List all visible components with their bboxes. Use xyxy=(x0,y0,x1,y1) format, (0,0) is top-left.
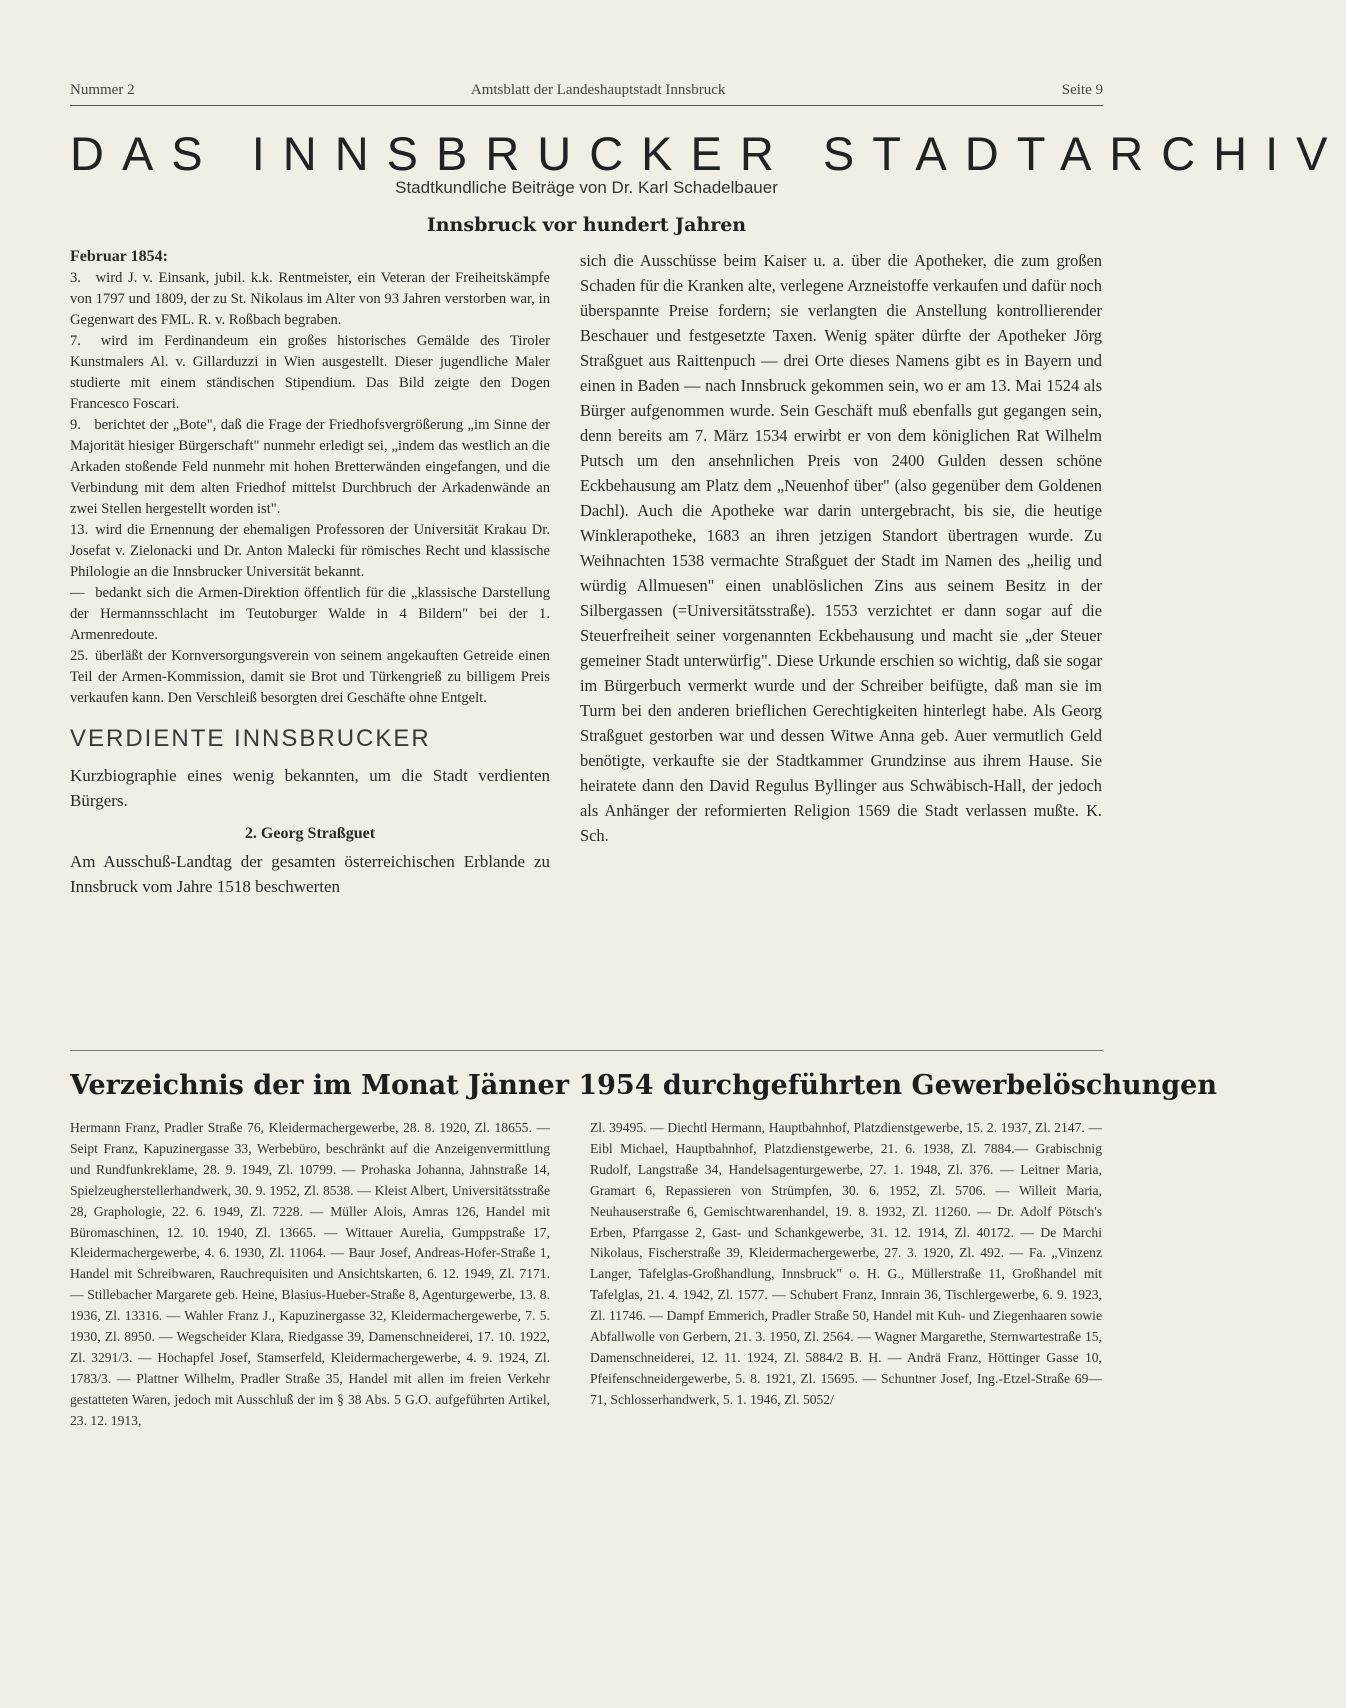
list-left-column xyxy=(70,1118,550,1432)
list-text-left: Hermann Franz, Pradler Straße 76, Kleidermachergewerbe, 28. 8. 1920, Zl. 18655. — Seipt Franz, Kapuzinergasse 33, Werbebüro, beschränkt auf die Anzeigenvermittlung und Rundfunkreklame, 28. 9. 1949, Zl. 10799. — Prohaska Johanna, Jahnstraße 14, Spielzeugherstellerhandwerk, 30. 9. 1952, Zl. 8538. — Kleist Albert, Universitätsstraße 28, Graphologie, 22. 6. 1949, Zl. 7228. — Müller Alois, Amras 126, Handel mit Büromaschinen, 12. 10. 1940, Zl. 13665. — Wittauer Aurelia, Gumppstraße 17, Kleidermachergewerbe, 4. 6. 1930, Zl. 11064. — Baur Josef, Andreas-Hofer-Straße 1, Handel mit Schreibwaren, Rauchrequisiten und Ansichtskarten, 6. 12. 1949, Zl. 7171. — Stillebacher Margarete geb. Heine, Blasius-Hueber-Straße 8, Agenturgewerbe, 13. 8. 1936, Zl. 13316. — Wahler Franz J., Kapuzinergasse 32, Kleidermachergewerbe, 7. 5. 1930, Zl. 8950. — Wegscheider Klara, Riedgasse 39, Damenschneiderei, 17. 10. 1922, Zl. 3291/3. — Hochapfel Josef, Stamserfeld, Kleidermachergewerbe, 4. 9. 1924, Zl. 1783/3. — Plattner Wilhelm, Pradler Straße 35, Handel mit allen im freien Verkehr gestatteten Waren, jedoch mit Ausschluß der im § 38 Abs. 5 G.O. aufgeführten Artikel, 23. 12. 1913, xyxy=(70,1120,550,1428)
chronicle-entry: 3. wird J. v. Einsank, jubil. k.k. Rentmeister, ein Veteran der Freiheitskämpfe von 1797 und 1809, der zu St. Nikolaus im Alter von 93 Jahren verstorben war, in Gegenwart des FML. R. v. Roßbach begraben. xyxy=(70,270,550,328)
list-text-right: Zl. 39495. — Diechtl Hermann, Hauptbahnhof, Platzdienstgewerbe, 15. 2. 1937, Zl. 2147. — Eibl Michael, Hauptbahnhof, Platzdienstgewerbe, 21. 6. 1938, Zl. 7884.— Grabischnig Rudolf, Langstraße 34, Handelsagenturgewerbe, 27. 1. 1948, Zl. 376. — Leitner Maria, Gramart 6, Repassieren von Strümpfen, 30. 6. 1952, Zl. 5706. — Willeit Maria, Neuhauserstraße 6, Gemischtwarenhandel, 19. 8. 1932, Zl. 11260. — Dr. Adolf Pötsch's Erben, Pfarrgasse 2, Gast- und Schankgewerbe, 31. 12. 1914, Zl. 40172. — De Marchi Nikolaus, Fischerstraße 39, Kleidermachergewerbe, 27. 3. 1920, Zl. 492. — Fa. „Vinzenz Langer, Tafelglas-Großhandlung, Innsbruck" o. H. G., Müllerstraße 11, Großhandel mit Tafelglas, 21. 4. 1942, Zl. 1577. — Schubert Franz, Innrain 36, Tischlergewerbe, 6. 9. 1923, Zl. 11746. — Dampf Emmerich, Pradler Straße 50, Handel mit Kuh- und Ziegenhaaren sowie Abfallwolle von Gerbern, 21. 3. 1950, Zl. 2564. — Wagner Margarethe, Sternwartestraße 15, Damenschneiderei, 12. 11. 1924, Zl. 5884/2 B. H. — Andrä Franz, Höttinger Gasse 10, Pfeifenschneidergewerbe, 5. 8. 1921, Zl. 15695. — Schuntner Josef, Ing.-Etzel-Straße 69—71, Schlosserhandwerk, 5. 1. 1946, Zl. 5052/ xyxy=(590,1120,1102,1407)
list-title: Verzeichnis der im Monat Jänner 1954 durchgeführten Gewerbelöschungen xyxy=(70,1070,1217,1101)
verdiente-heading: VERDIENTE INNSBRUCKER xyxy=(70,725,431,752)
publication-name: Amtsblatt der Landeshauptstadt Innsbruck xyxy=(470,82,726,98)
issue-number: Nummer 2 xyxy=(70,82,135,98)
chronicle-entry: — bedankt sich die Armen-Direktion öffentlich für die „klassische Darstellung der Hermannsschlacht im Teutoburger Walde in 4 Bildern" bei der 1. Armenredoute. xyxy=(70,585,550,643)
verdiente-body-continued: sich die Ausschüsse beim Kaiser u. a. über die Apotheker, die zum großen Schaden für die Kranken alte, verlegene Arzneistoffe verkaufen und dafür noch überspannte Preise fordern; sie verlangten die Anstellung kontrollierender Beschauer und festgesetzte Taxen. Wenig später dürfte der Apotheker Jörg Straßguet aus Raittenpuch — drei Orte dieses Namens gibt es in Bayern und einen in Baden — nach Innsbruck gekommen sein, wo er am 13. Mai 1524 als Bürger aufgenommen wurde. Sein Geschäft muß ebenfalls gut gegangen sein, denn bereits am 7. März 1534 erwirbt er von dem königlichen Rat Wilhelm Putsch um den ansehnlichen Preis von 2400 Gulden dessen schöne Eckbehausung am Platz dem „Neuenhof über" (also gegenüber dem Goldenen Dachl). Auch die Apotheke war darin untergebracht, bis sie, die heutige Winklerapotheke, 1683 an ihren jetzigen Standort übertragen wurde. Zu Weihnachten 1538 vermachte Straßguet der Stadt im Namen des „heilig und würdig Allmuesen" einen unablöslichen Zins aus seinem Besitz in der Silbergassen (=Universitätsstraße). 1553 verzichtet er dann sogar auf die Steuerfreiheit seiner vorgenannten Eckbehausung und macht sie „der Steuer gemeiner Stadt unterwürfig". Diese Urkunde erschien so wichtig, daß sie sogar im Bürgerbuch vermerkt wurde und der Schreiber beifügte, daß man sie im Turm bei den anderen brieflichen Gerechtigkeiten hinterlegt habe. Als Georg Straßguet gestorben war und dessen Witwe Anna geb. Auer vermutlich Geld benötigte, verkaufte sie der Stadtkammer Grundzinse aus ihrem Hause. Sie heiratete dann den David Regulus Byllinger aus Schwäbisch-Hall, der jedoch als Anhänger der reformierten Religion 1569 die Stadt verlassen mußte. K. Sch. xyxy=(580,251,1102,845)
chronicle-month: Februar 1854: xyxy=(70,248,168,265)
verdiente-person: 2. Georg Straßguet xyxy=(244,825,376,842)
chronicle-entry: 7. wird im Ferdinandeum ein großes historisches Gemälde des Tiroler Kunstmalers Al. v. Gillarduzzi in Wien ausgestellt. Dieser jugendliche Maler studierte mit einem ständischen Stipendium. Das Bild zeigte den Dogen Francesco Foscari. xyxy=(70,333,550,412)
chronicle-entry: 13. wird die Ernennung der ehemaligen Professoren der Universität Krakau Dr. Josefat v. Zielonacki und Dr. Anton Malecki für römisches Recht und klassische Philologie an die Innsbrucker Universität bekannt. xyxy=(70,522,550,580)
author-signature: K. Sch. xyxy=(580,801,1102,845)
list-right-column xyxy=(590,1118,1102,1411)
section-heading: Innsbruck vor hundert Jahren xyxy=(426,214,747,236)
verdiente-body-start: Am Ausschuß-Landtag der gesamten österreichischen Erblande zu Innsbruck vom Jahre 1518 beschwerten xyxy=(70,852,550,896)
left-column xyxy=(70,248,550,899)
page-subtitle: Stadtkundliche Beiträge von Dr. Karl Schadelbauer xyxy=(395,178,778,197)
running-header xyxy=(70,82,1103,106)
page-number: Seite 9 xyxy=(1061,82,1103,98)
right-column xyxy=(580,248,1102,848)
chronicle-entry: 9. berichtet der „Bote", daß die Frage der Friedhofsvergrößerung „im Sinne der Majorität hiesiger Bürgerschaft" nunmehr erledigt sei, „indem das westlich an die Arkaden stoßende Feld nunmehr mit hohen Bretterwänden eingefangen, und die Verbindung mit dem alten Friedhof mittelst Durchbruch der Arkadenwände an zwei Stellen hergestellt worden ist". xyxy=(70,417,550,517)
section-divider xyxy=(70,1050,1103,1051)
page-title: DAS INNSBRUCKER STADTARCHIV xyxy=(70,127,1346,180)
verdiente-intro: Kurzbiographie eines wenig bekannten, um die Stadt verdienten Bürgers. xyxy=(70,766,550,810)
chronicle-entry: 25. überläßt der Kornversorgungsverein von seinem angekauften Getreide einen Teil der Armen-Kommission, damit sie Brot und Türkengrieß zu billigem Preis verkaufen kann. Den Verschleiß besorgten drei Geschäfte ohne Entgelt. xyxy=(70,648,550,706)
